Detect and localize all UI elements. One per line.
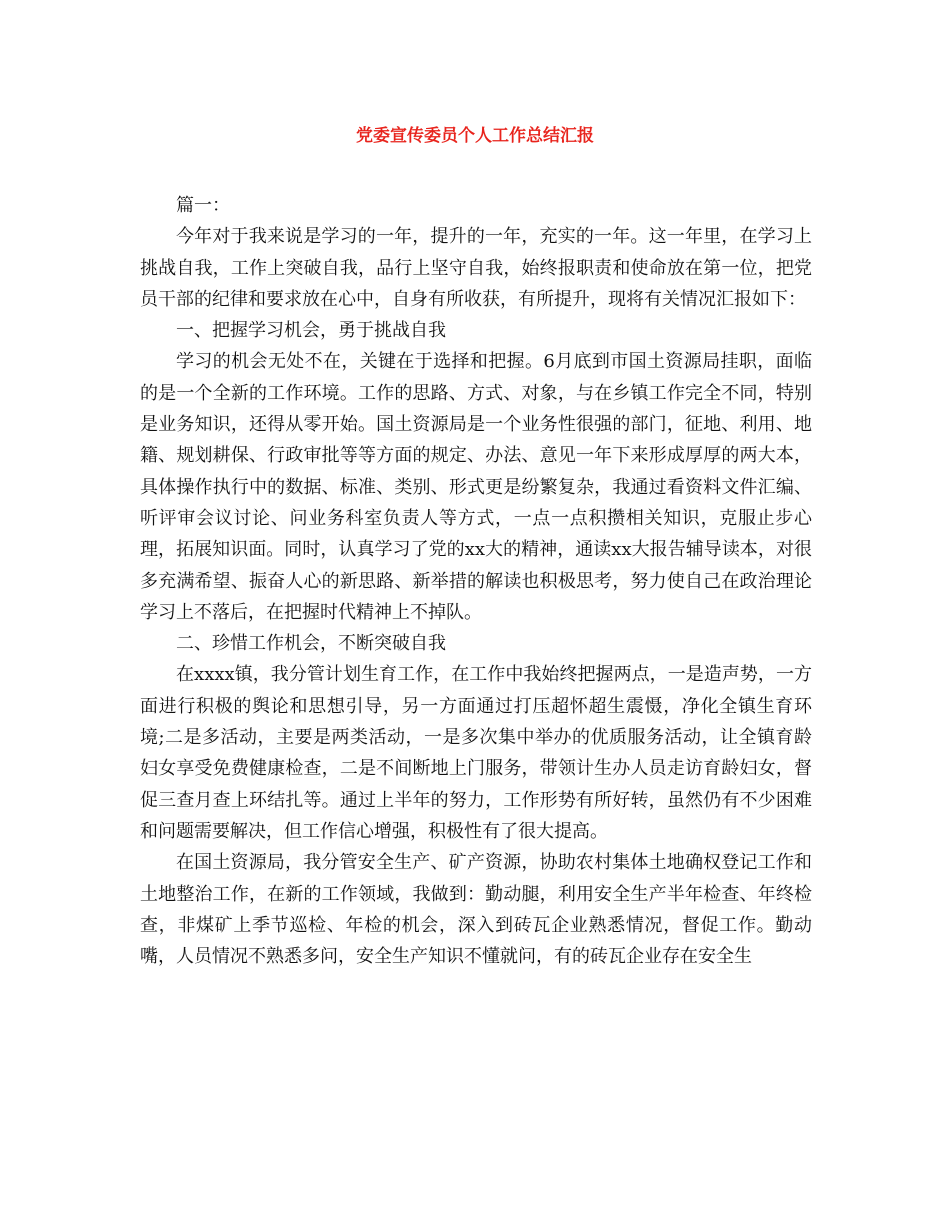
heading-section-1: 一、把握学习机会，勇于挑战自我 — [176, 320, 446, 342]
paragraph-town-work: 在xxxx镇，我分管计划生育工作，在工作中我始终把握两点，一是造声势，一方面进行积极的舆论和思想引导，另一方面通过打压超怀超生震慑，净化全镇生育环境;二是多活动，主要是两类活动，一是多次集中举办的优质服务活动，让全镇育龄妇女享受免费健康检查，二是不间断地上门服务，带领计生办人员走访育龄妇女，督促三查月查上环结扎等。通过上半年的努力，工作形势有所好转，虽然仍有不少困难和问题需要解决，但工作信心增强，积极性有了很大提高。 — [140, 664, 812, 842]
paragraph-study: 学习的机会无处不在，关键在于选择和把握。6月底到市国土资源局挂职，面临的是一个全新的工作环境。工作的思路、方式、对象，与在乡镇工作完全不同，特别是业务知识，还得从零开始。国土资源局是一个业务性很强的部门，征地、利用、地籍、规划耕保、行政审批等等方面的规定、办法、意见一年下来形成厚厚的两大本，具体操作执行中的数据、标准、类别、形式更是纷繁复杂，我通过看资料文件汇编、听评审会议讨论、问业务科室负责人等方式，一点一点积攒相关知识，克服止步心理，拓展知识面。同时，认真学习了党的xx大的精神，通读xx大报告辅导读本，对很多充满希望、振奋人心的新思路、新举措的解读也积极思考，努力使自己在政治理论学习上不落后，在把握时代精神上不掉队。 — [140, 351, 812, 623]
paragraph-intro: 今年对于我来说是学习的一年，提升的一年，充实的一年。这一年里，在学习上挑战自我，工作上突破自我，品行上坚守自我，始终报职责和使命放在第一位，把党员干部的纪律和要求放在心中，自身有所收获，有所提升，现将有关情况汇报如下： — [140, 226, 812, 310]
document-body — [140, 190, 812, 972]
paragraph-section-label: 篇一： — [176, 195, 230, 216]
document-title: 党委宣传委员个人工作总结汇报 — [356, 126, 594, 146]
paragraph-land-bureau-work: 在国土资源局，我分管安全生产、矿产资源，协助农村集体土地确权登记工作和土地整治工作，在新的工作领域，我做到：勤动腿，利用安全生产半年检查、年终检查，非煤矿上季节巡检、年检的机会，深入到砖瓦企业熟悉情况，督促工作。勤动嘴，人员情况不熟悉多问，安全生产知识不懂就问，有的砖瓦企业存在安全生 — [140, 852, 812, 968]
heading-section-2: 二、珍惜工作机会，不断突破自我 — [176, 633, 446, 655]
